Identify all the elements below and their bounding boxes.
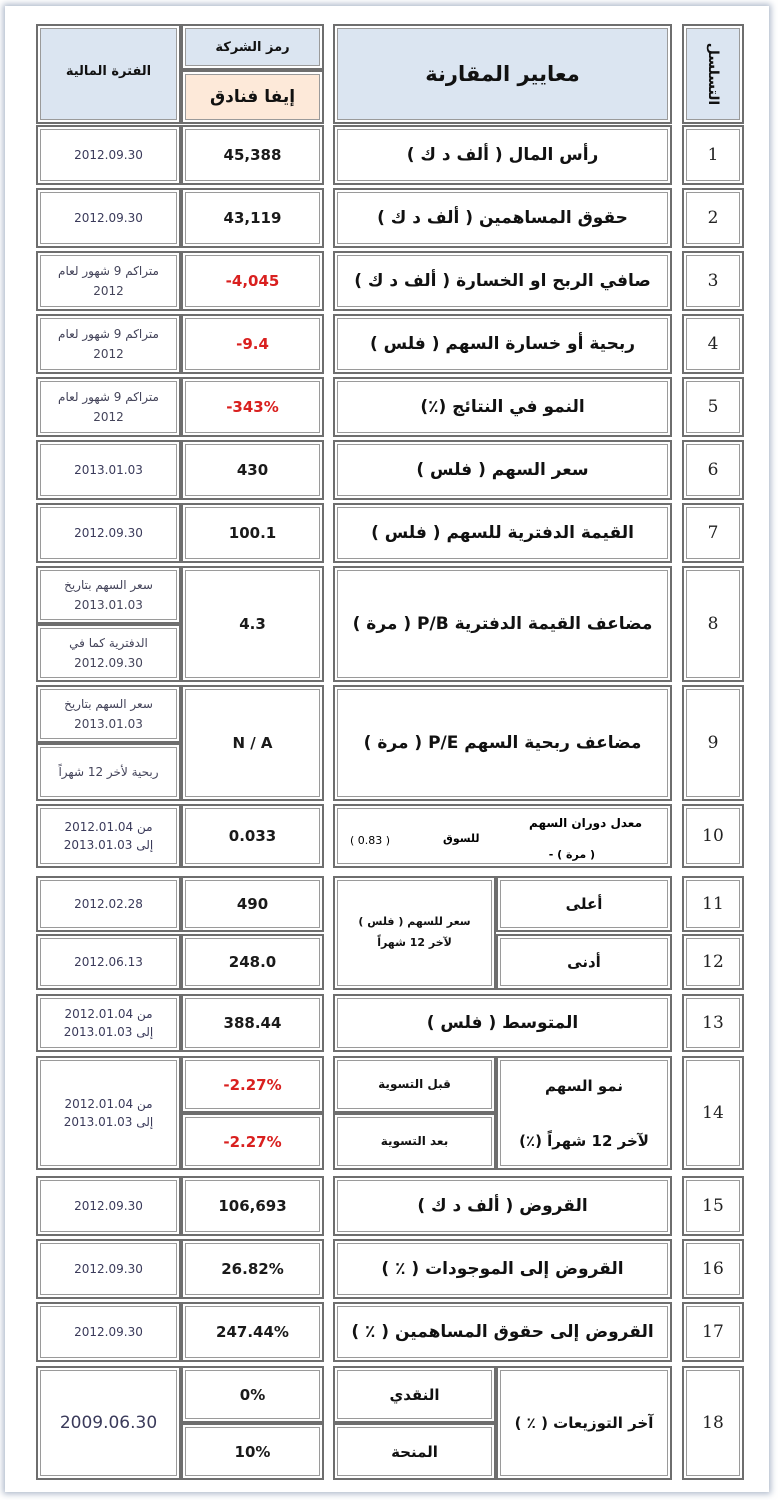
row-9-value: N / A xyxy=(181,685,324,801)
row-5-serial: 5 xyxy=(682,377,744,437)
row-14-period-from: من 2012.01.04 xyxy=(64,1097,153,1111)
row-5-period: متراكم 9 شهور لعام 2012 xyxy=(36,377,181,437)
row-14-before-label: قبل التسوية xyxy=(333,1056,496,1113)
row-1-criteria: رأس المال ( ألف د ك ) xyxy=(333,125,672,185)
row-18-bonus-value: 10% xyxy=(181,1423,324,1480)
row-5-value: -343% xyxy=(181,377,324,437)
row-2-criteria: حقوق المساهمين ( ألف د ك ) xyxy=(333,188,672,248)
row-6-value: 430 xyxy=(181,440,324,500)
row-16-criteria: القروض إلى الموجودات ( ٪ ) xyxy=(333,1239,672,1299)
row-18-criteria: آخر التوزيعات ( ٪ ) xyxy=(496,1366,672,1480)
row-6-criteria: سعر السهم ( فلس ) xyxy=(333,440,672,500)
row-2-value: 43,119 xyxy=(181,188,324,248)
row-3-criteria: صافي الربح او الخسارة ( ألف د ك ) xyxy=(333,251,672,311)
header-criteria: معايير المقارنة xyxy=(333,24,672,124)
row-4-criteria: ربحية أو خسارة السهم ( فلس ) xyxy=(333,314,672,374)
header-company-code: رمز الشركة xyxy=(181,24,324,70)
row-9-period-a: سعر السهم بتاريخ 2013.01.03 xyxy=(36,685,181,743)
row-8-value: 4.3 xyxy=(181,566,324,682)
row-11-serial: 11 xyxy=(682,876,744,932)
header-fiscal-period xyxy=(36,24,181,124)
comparison-table xyxy=(5,6,769,1492)
row-10-criteria-market-value: ( 0.83 ) xyxy=(350,834,391,847)
row-6-serial: 6 xyxy=(682,440,744,500)
row-9-criteria: مضاعف ربحية السهم P/E ( مرة ) xyxy=(333,685,672,801)
row-13-serial: 13 xyxy=(682,994,744,1052)
row-12-serial: 12 xyxy=(682,934,744,990)
row-10-period-to: إلى 2013.01.03 xyxy=(63,838,154,852)
header-serial-text: التسلسل xyxy=(705,42,722,106)
row-11-criteria: أعلى xyxy=(496,876,672,932)
row-15-period: 2012.09.30 xyxy=(36,1176,181,1236)
row-15-serial: 15 xyxy=(682,1176,744,1236)
row-6-period: 2013.01.03 xyxy=(36,440,181,500)
row-2-period: 2012.09.30 xyxy=(36,188,181,248)
group-11-12-line-a: سعر للسهم ( فلس ) xyxy=(358,915,471,929)
row-7-value: 100.1 xyxy=(181,503,324,563)
header-serial xyxy=(682,24,744,124)
group-11-12-line-b: لآخر 12 شهراً xyxy=(377,936,452,949)
row-7-criteria: القيمة الدفترية للسهم ( فلس ) xyxy=(333,503,672,563)
row-14-period xyxy=(36,1056,181,1170)
row-4-serial: 4 xyxy=(682,314,744,374)
row-1-period: 2012.09.30 xyxy=(36,125,181,185)
group-11-12-label xyxy=(333,876,496,990)
row-4-period: متراكم 9 شهور لعام 2012 xyxy=(36,314,181,374)
row-18-period: 2009.06.30 xyxy=(36,1366,181,1480)
row-10-criteria-unit: ( مرة ) - xyxy=(548,848,595,861)
row-13-period-from: من 2012.01.04 xyxy=(64,1007,153,1021)
row-18-serial: 18 xyxy=(682,1366,744,1480)
row-9-serial: 9 xyxy=(682,685,744,801)
row-10-serial: 10 xyxy=(682,804,744,868)
row-11-value: 490 xyxy=(181,876,324,932)
row-13-criteria: المتوسط ( فلس ) xyxy=(333,994,672,1052)
row-8-serial: 8 xyxy=(682,566,744,682)
row-12-period: 2012.06.13 xyxy=(36,934,181,990)
row-14-criteria-sub: لآخر 12 شهراً (٪) xyxy=(519,1131,649,1150)
row-10-criteria-market: للسوق xyxy=(443,832,480,845)
row-17-period: 2012.09.30 xyxy=(36,1302,181,1362)
row-7-serial: 7 xyxy=(682,503,744,563)
row-18-cash-label: النقدي xyxy=(333,1366,496,1423)
row-10-value: 0.033 xyxy=(181,804,324,868)
row-15-value: 106,693 xyxy=(181,1176,324,1236)
row-13-value: 388.44 xyxy=(181,994,324,1052)
row-10-criteria xyxy=(333,804,672,868)
row-2-serial: 2 xyxy=(682,188,744,248)
row-7-period: 2012.09.30 xyxy=(36,503,181,563)
row-10-criteria-title: معدل دوران السهم xyxy=(529,816,642,830)
row-3-period: متراكم 9 شهور لعام 2012 xyxy=(36,251,181,311)
row-4-value: -9.4 xyxy=(181,314,324,374)
header-fiscal-period-text: الفترة المالية xyxy=(65,64,152,79)
header-company-name: إيفا فنادق xyxy=(181,70,324,124)
row-18-cash-value: 0% xyxy=(181,1366,324,1423)
row-5-criteria: النمو في النتائج (٪) xyxy=(333,377,672,437)
row-10-period xyxy=(36,804,181,868)
row-14-period-to: إلى 2013.01.03 xyxy=(63,1115,154,1129)
row-8-criteria: مضاعف القيمة الدفترية P/B ( مرة ) xyxy=(333,566,672,682)
row-14-serial: 14 xyxy=(682,1056,744,1170)
row-15-criteria: القروض ( ألف د ك ) xyxy=(333,1176,672,1236)
row-3-value: -4,045 xyxy=(181,251,324,311)
row-11-period: 2012.02.28 xyxy=(36,876,181,932)
row-14-after-label: بعد التسوية xyxy=(333,1113,496,1170)
row-1-value: 45,388 xyxy=(181,125,324,185)
row-13-period xyxy=(36,994,181,1052)
row-3-serial: 3 xyxy=(682,251,744,311)
row-8-period-b: الدفترية كما في 2012.09.30 xyxy=(36,624,181,682)
row-1-serial: 1 xyxy=(682,125,744,185)
row-17-criteria: القروض إلى حقوق المساهمين ( ٪ ) xyxy=(333,1302,672,1362)
row-16-serial: 16 xyxy=(682,1239,744,1299)
row-12-value: 248.0 xyxy=(181,934,324,990)
row-10-period-from: من 2012.01.04 xyxy=(64,820,153,834)
row-9-period-b: ربحية لأخر 12 شهراً xyxy=(36,743,181,801)
row-16-period: 2012.09.30 xyxy=(36,1239,181,1299)
row-8-period-a: سعر السهم بتاريخ 2013.01.03 xyxy=(36,566,181,624)
row-14-criteria-title: نمو السهم xyxy=(544,1076,624,1095)
row-14-after-value: -2.27% xyxy=(181,1113,324,1170)
row-14-criteria xyxy=(496,1056,672,1170)
row-14-before-value: -2.27% xyxy=(181,1056,324,1113)
row-17-serial: 17 xyxy=(682,1302,744,1362)
row-17-value: 247.44% xyxy=(181,1302,324,1362)
row-13-period-to: إلى 2013.01.03 xyxy=(63,1025,154,1039)
row-12-criteria: أدنى xyxy=(496,934,672,990)
row-18-bonus-label: المنحة xyxy=(333,1423,496,1480)
row-16-value: 26.82% xyxy=(181,1239,324,1299)
